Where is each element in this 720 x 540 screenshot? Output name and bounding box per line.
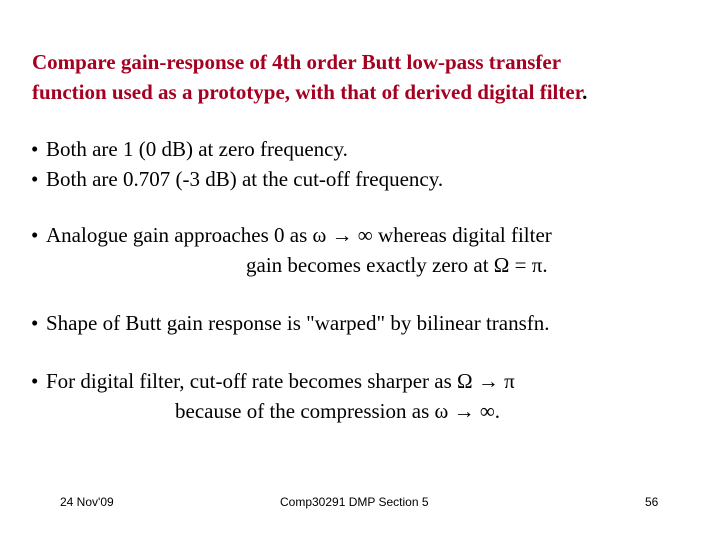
bullet-item-analogue-gain	[31, 220, 552, 250]
bullet-marker: •	[31, 223, 39, 247]
slide-title-line-2-text: function used as a prototype, with that of derived digital filter	[32, 80, 583, 104]
bullet-text: Both are 1 (0 dB) at zero frequency.	[46, 137, 348, 161]
bullet-item-cutoff-rate	[31, 366, 515, 396]
bullet-text: Analogue gain approaches 0 as ω → ∞ whereas digital filter	[46, 223, 552, 247]
footer-course: Comp30291 DMP Section 5	[280, 495, 429, 509]
bullet-item-warped-shape	[31, 308, 550, 338]
footer-page-number: 56	[645, 495, 659, 509]
footer-date: 24 Nov'09	[60, 495, 114, 509]
bullet-item-zero-frequency	[31, 134, 348, 164]
bullet-continuation: because of the compression as ω → ∞.	[175, 399, 501, 423]
bullet-marker: •	[31, 167, 39, 191]
bullet-marker: •	[31, 311, 39, 335]
slide-title-line-2	[32, 77, 712, 107]
slide-title	[32, 47, 712, 107]
bullet-text: For digital filter, cut-off rate becomes sharper as Ω → π	[46, 369, 515, 393]
bullet-marker: •	[31, 369, 39, 393]
slide-title-line-1: Compare gain-response of 4th order Butt low-pass transfer	[32, 50, 562, 74]
bullet-continuation: gain becomes exactly zero at Ω = π.	[246, 253, 548, 277]
bullet-item-cutoff-frequency	[31, 164, 443, 194]
bullet-text: Shape of Butt gain response is "warped" by bilinear transfn.	[46, 311, 550, 335]
slide-title-period: .	[582, 80, 588, 104]
bullet-text: Both are 0.707 (-3 dB) at the cut-off frequency.	[46, 167, 444, 191]
bullet-marker: •	[31, 137, 39, 161]
